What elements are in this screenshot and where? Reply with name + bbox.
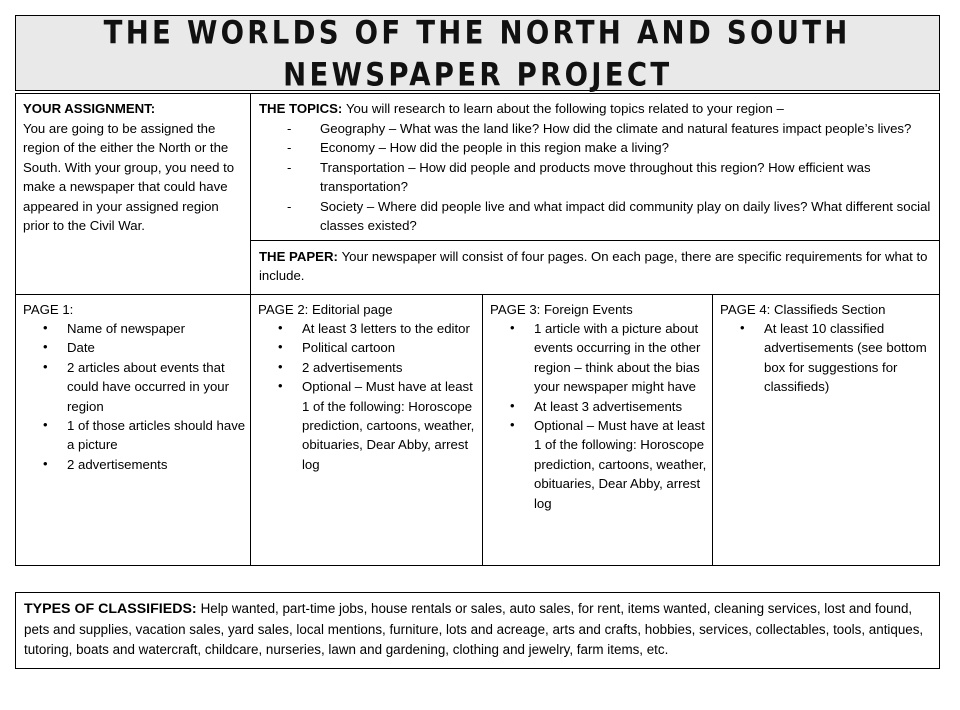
types-of-classifieds-box — [15, 592, 940, 669]
your-assignment-heading: YOUR ASSIGNMENT: — [23, 101, 156, 116]
your-assignment-cell — [16, 94, 251, 295]
list-item: • 2 articles about events that could have occurred in your region — [43, 358, 246, 416]
topic-item: - Geography – What was the land like? How did the climate and natural features impact people’s lives? — [287, 119, 931, 139]
the-topics-intro-line — [259, 99, 931, 119]
topic-item: - Economy – How did the people in this region make a living? — [287, 138, 931, 158]
topics-and-paper-stack — [251, 94, 939, 295]
types-of-classifieds-heading: TYPES OF CLASSIFIEDS: — [24, 601, 201, 617]
page-3-heading: PAGE 3: Foreign Events — [490, 301, 633, 317]
list-item: • 1 of those articles should have a picture — [43, 416, 246, 455]
the-paper-line — [259, 247, 931, 286]
the-paper-text: Your newspaper will consist of four pages. On each page, there are specific requirements for what to include. — [259, 248, 928, 283]
list-item: • Name of newspaper — [43, 319, 246, 338]
page-1-cell — [16, 295, 251, 565]
list-item: • 2 advertisements — [43, 455, 246, 474]
page-1-heading: PAGE 1: — [23, 301, 74, 317]
list-item: • 2 advertisements — [278, 358, 478, 377]
list-item: • Date — [43, 338, 246, 357]
page-2-requirements-list — [258, 319, 478, 474]
page-4-cell — [713, 295, 939, 565]
assignment-table — [15, 93, 940, 566]
page-3-requirements-list — [490, 319, 708, 513]
list-item: • 1 article with a picture about events occurring in the other region – think about the bias your newspaper might have — [510, 319, 708, 397]
title-line-1: THE WORLDS OF THE NORTH AND SOUTH — [104, 14, 851, 52]
the-topics-heading: THE TOPICS: — [259, 101, 346, 116]
document-title-banner — [15, 14, 940, 94]
page-4-heading: PAGE 4: Classifieds Section — [720, 301, 886, 317]
list-item: • Political cartoon — [278, 338, 478, 357]
title-line-2: NEWSPAPER PROJECT — [282, 56, 673, 94]
the-topics-list — [259, 119, 931, 236]
page-3-cell — [483, 295, 713, 565]
list-item: • Optional – Must have at least 1 of the following: Horoscope prediction, cartoons, weather, obituaries, Dear Abby, arrest log — [510, 416, 708, 513]
list-item: • At least 10 classified advertisements (see bottom box for suggestions for classifieds) — [740, 319, 935, 397]
table-row-overview — [16, 94, 939, 295]
list-item: • At least 3 letters to the editor — [278, 319, 478, 338]
topic-item: - Transportation – How did people and products move throughout this region? How efficient was transportation? — [287, 158, 931, 197]
list-item: • Optional – Must have at least 1 of the following: Horoscope prediction, cartoons, weather, obituaries, Dear Abby, arrest log — [278, 377, 478, 474]
page-1-requirements-list — [23, 319, 246, 474]
types-of-classifieds-text: Help wanted, part-time jobs, house rentals or sales, auto sales, for rent, items wanted, cleaning services, lost and found, pets and supplies, vacation sales, yard sales, local mentions, furniture, lots and acreage, arts and crafts, hobbies, services, collectables, tools, antiques, tutoring, boats and watercraft, childcare, nurseries, lawn and gardening, clothing and jewelry, farm items, etc. — [24, 601, 924, 657]
the-topics-intro: You will research to learn about the following topics related to your region – — [345, 101, 784, 116]
the-topics-cell — [251, 94, 939, 241]
topic-item: - Society – Where did people live and what impact did community play on daily lives? What different social classes existed? — [287, 197, 931, 236]
the-paper-cell — [251, 241, 939, 295]
page-2-heading: PAGE 2: Editorial page — [258, 301, 393, 317]
types-of-classifieds-line — [24, 599, 931, 661]
table-row-page-requirements — [16, 295, 939, 566]
list-item: • At least 3 advertisements — [510, 397, 708, 416]
page-4-requirements-list — [720, 319, 935, 397]
page-2-cell — [251, 295, 483, 565]
your-assignment-text: You are going to be assigned the region of the either the North or the South. With your group, you need to make a newspaper that could have appeared in your assigned region prior to the Civil War. — [23, 120, 235, 233]
the-paper-heading: THE PAPER: — [259, 248, 342, 264]
